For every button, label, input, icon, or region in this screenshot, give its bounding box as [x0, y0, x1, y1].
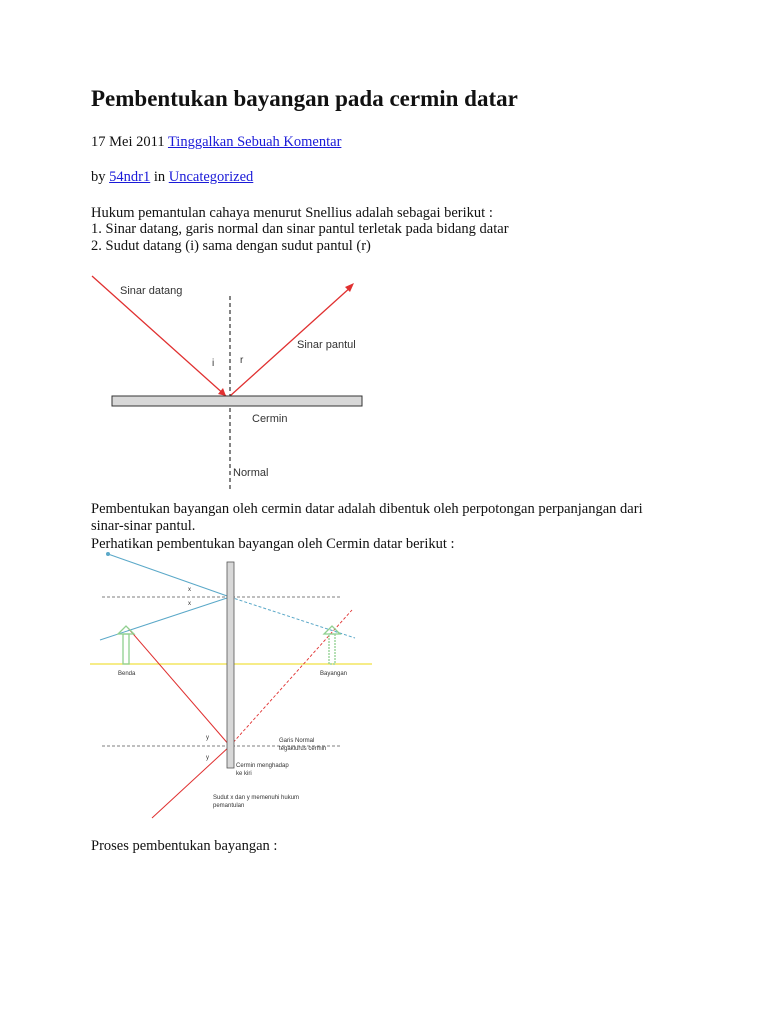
image-formation-diagram: [90, 548, 390, 823]
mirror-label: Cermin: [252, 413, 288, 425]
law-item-1: 1. Sinar datang, garis normal dan sinar pantul terletak pada bidang datar: [91, 221, 509, 237]
mirror: [227, 562, 234, 768]
mirror-note-line1: Cermin menghadap: [236, 763, 289, 769]
in-label: in: [153, 169, 166, 185]
paragraph-image-formation: Pembentukan bayangan oleh cermin datar adalah dibentuk oleh perpotongan perpanjangan dari: [91, 501, 643, 517]
incident-label: Sinar datang: [120, 285, 183, 297]
angle-x-bottom-label: x: [188, 601, 191, 607]
blue-extension-ray: [230, 597, 355, 638]
comment-link[interactable]: Tinggalkan Sebuah Komentar: [167, 134, 342, 150]
blue-ray-start-dot: [106, 552, 110, 556]
normal-note-line2: tegaklurus cermin: [279, 746, 327, 752]
paragraph-law: Hukum pemantulan cahaya menurut Snellius adalah sebagai berikut :: [91, 205, 493, 221]
angle-i-label: i: [212, 358, 215, 369]
angle-r-label: r: [240, 355, 244, 366]
red-incident-ray: [128, 628, 230, 746]
angle-note-line2: pemantulan: [213, 803, 245, 809]
image-arrow-shaft: [329, 634, 335, 664]
reflected-label: Sinar pantul: [297, 339, 356, 351]
mirror: [112, 396, 362, 406]
mirror-note-line2: ke kiri: [236, 771, 252, 777]
paragraph-process: Proses pembentukan bayangan :: [91, 838, 278, 854]
red-extension-ray: [230, 610, 352, 746]
image-label: Bayangan: [320, 671, 348, 677]
post-meta-author: [91, 169, 253, 186]
post-meta-date: [91, 134, 341, 151]
post-title: Pembentukan bayangan pada cermin datar: [91, 86, 518, 111]
by-label: by: [91, 169, 106, 185]
angle-y-bottom-label: y: [206, 755, 209, 761]
author-link[interactable]: 54ndr1: [109, 169, 151, 185]
normal-label: Normal: [233, 467, 269, 479]
post-date: 17 Mei 2011: [91, 134, 165, 150]
law-item-2: 2. Sudut datang (i) sama dengan sudut pantul (r): [91, 238, 371, 254]
angle-note-line1: Sudut x dan y memenuhi hukum: [213, 795, 300, 801]
reflection-law-diagram: [90, 270, 380, 495]
blue-incident-ray-top: [108, 554, 230, 597]
object-arrow-shaft: [123, 634, 129, 664]
angle-x-top-label: x: [188, 587, 191, 593]
normal-note-line1: Garis Normal: [279, 738, 315, 744]
object-label: Benda: [118, 671, 136, 677]
category-link[interactable]: Uncategorized: [168, 169, 254, 185]
paragraph-figure-intro: Perhatikan pembentukan bayangan oleh Cermin datar berikut :: [91, 536, 455, 552]
paragraph-image-formation-cont: sinar-sinar pantul.: [91, 518, 196, 534]
angle-y-top-label: y: [206, 735, 209, 741]
